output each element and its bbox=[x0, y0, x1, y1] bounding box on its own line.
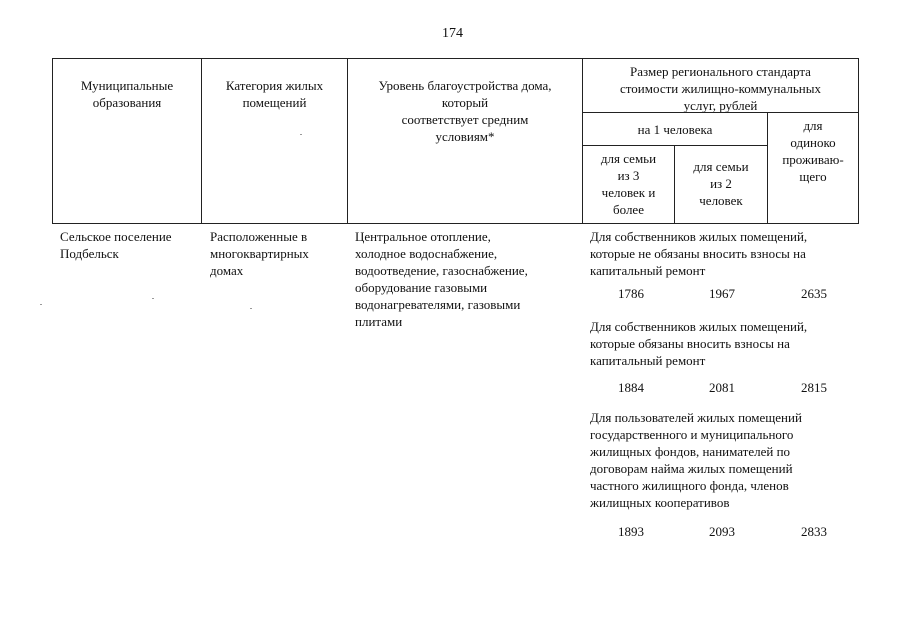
page-number: 174 bbox=[442, 26, 463, 41]
value-single: 2635 bbox=[801, 286, 827, 301]
header-family2-cell bbox=[674, 145, 768, 224]
tariff-group-label: Для пользователей жилых помещений государственного и муниципального жилищных фондов, нанимателей по договорам найма жилых помещений частного жилищного фонда, членов жилищных кооперативов bbox=[590, 410, 802, 510]
header-municipality-cell bbox=[52, 58, 202, 224]
header-family2: для семьи из 2 человек bbox=[693, 159, 749, 208]
scan-speck bbox=[300, 134, 302, 135]
scan-speck bbox=[250, 308, 252, 309]
tariff-values bbox=[590, 523, 860, 543]
tariff-group-2 bbox=[590, 318, 860, 399]
header-family3: для семьи из 3 человек и более bbox=[600, 151, 657, 217]
scan-speck bbox=[40, 304, 42, 305]
header-per-person-cell bbox=[582, 112, 768, 146]
scan-speck bbox=[152, 298, 154, 299]
header-level: Уровень благоустройства дома, который соответствует средним условиям* bbox=[378, 78, 552, 144]
tariff-group-label: Для собственников жилых помещений, которые не обязаны вносить взносы на капитальный ремонт bbox=[590, 229, 808, 278]
header-single-cell bbox=[767, 112, 859, 224]
tariff-group-1 bbox=[590, 228, 860, 305]
header-family3-cell bbox=[582, 145, 675, 224]
tariff-group-3 bbox=[590, 409, 860, 543]
header-single: для одиноко проживаю- щего bbox=[782, 118, 844, 184]
row-municipality: Сельское поселение Подбельск bbox=[60, 229, 172, 261]
value-family3: 1884 bbox=[618, 380, 644, 395]
row-level: Центральное отопление, холодное водоснабжение, водоотведение, газоснабжение, оборудование газовыми водонагревателями, газовыми плитами bbox=[355, 229, 528, 329]
row-category: Расположенные в многоквартирных домах bbox=[210, 229, 309, 278]
table-header bbox=[52, 58, 859, 224]
header-standard: Размер регионального стандарта стоимости жилищно-коммунальных услуг, рублей bbox=[620, 64, 821, 113]
tariff-values bbox=[590, 285, 860, 305]
header-standard-cell bbox=[582, 58, 859, 113]
value-family3: 1893 bbox=[618, 524, 644, 539]
tariff-group-label: Для собственников жилых помещений, которые обязаны вносить взносы на капитальный ремонт bbox=[590, 319, 808, 368]
value-single: 2815 bbox=[801, 380, 827, 395]
tariff-values bbox=[590, 379, 860, 399]
header-per-person: на 1 человека bbox=[637, 121, 713, 137]
value-family2: 1967 bbox=[709, 286, 735, 301]
header-category-cell bbox=[201, 58, 348, 224]
value-family2: 2093 bbox=[709, 524, 735, 539]
value-family3: 1786 bbox=[618, 286, 644, 301]
value-single: 2833 bbox=[801, 524, 827, 539]
value-family2: 2081 bbox=[709, 380, 735, 395]
header-level-cell bbox=[347, 58, 583, 224]
header-municipality: Муниципальные образования bbox=[80, 78, 174, 110]
header-category: Категория жилых помещений bbox=[225, 78, 324, 110]
